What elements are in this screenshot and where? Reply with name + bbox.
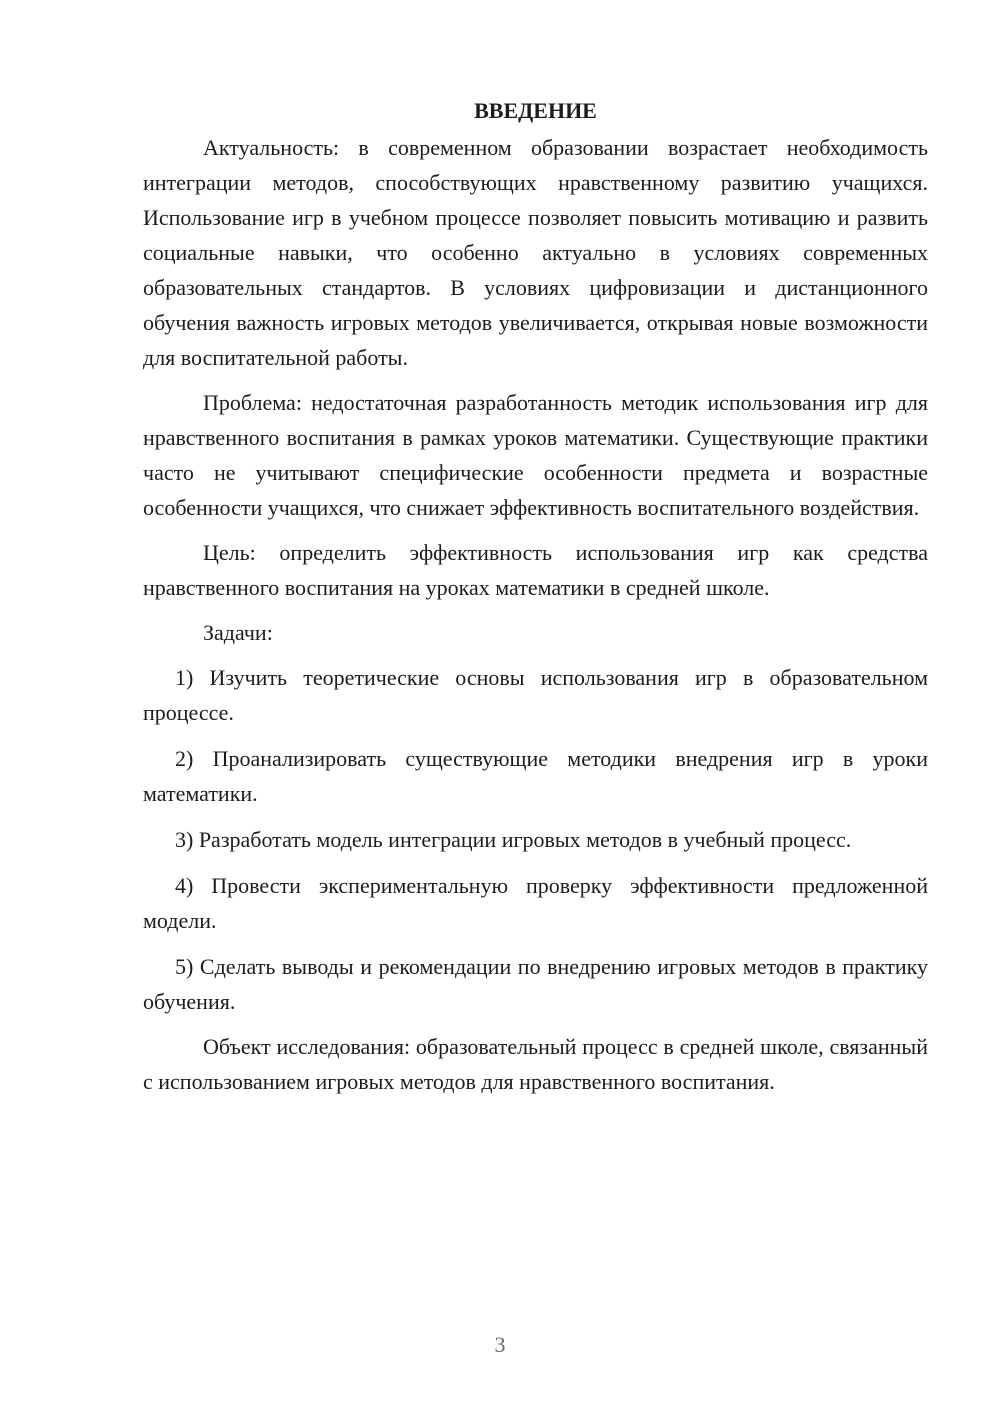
tasks-list — [143, 660, 928, 1019]
task-item: 2) Проанализировать существующие методики внедрения игр в уроки математики. — [143, 746, 928, 806]
page-content — [143, 93, 928, 1099]
task-item: 1) Изучить теоретические основы использования игр в образовательном процессе. — [143, 665, 928, 725]
tasks-label: Задачи: — [203, 620, 273, 645]
task-item: 5) Сделать выводы и рекомендации по внедрению игровых методов в практику обучения. — [143, 954, 928, 1014]
section-title: ВВЕДЕНИЕ — [474, 98, 597, 123]
problem-paragraph: Проблема: недостаточная разработанность методик использования игр для нравственного воспитания в рамках уроков математики. Существующие практики часто не учитывают специфические особенности предмета и возрастные особенности учащихся, что снижает эффективность воспитательного воздействия. — [143, 390, 928, 520]
task-item: 3) Разработать модель интеграции игровых методов в учебный процесс. — [175, 827, 852, 852]
task-item: 4) Провести экспериментальную проверку эффективности предложенной модели. — [143, 873, 928, 933]
object-paragraph: Объект исследования: образовательный процесс в средней школе, связанный с использованием игровых методов для нравственного воспитания. — [143, 1034, 928, 1094]
goal-paragraph: Цель: определить эффективность использования игр как средства нравственного воспитания на уроках математики в средней школе. — [143, 540, 928, 600]
page-number: 3 — [494, 1332, 506, 1357]
relevance-paragraph: Актуальность: в современном образовании возрастает необходимость интеграции методов, способствующих нравственному развитию учащихся. Использование игр в учебном процессе позволяет повысить мотивацию и развить социальные навыки, что особенно актуально в условиях современных образовательных стандартов. В условиях цифровизации и дистанционного обучения важность игровых методов увеличивается, открывая новые возможности для воспитательной работы. — [143, 135, 928, 370]
